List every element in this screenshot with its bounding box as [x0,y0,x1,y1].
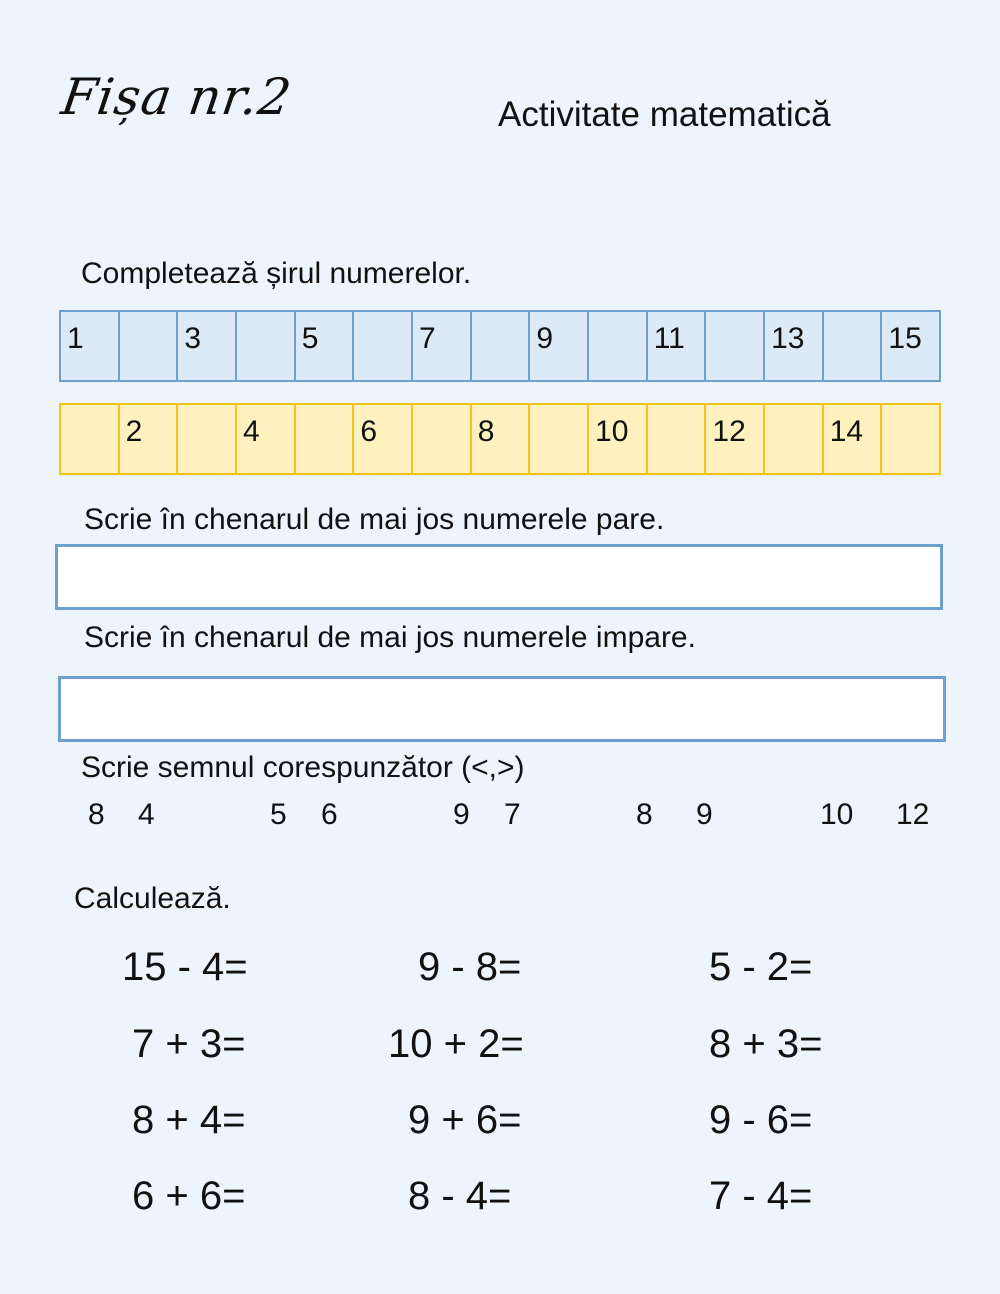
comparison-left-number: 9 [453,798,470,831]
sequence-cell[interactable] [704,310,765,382]
calculation-item: 9 - 8= [418,945,522,989]
calculation-item: 8 - 4= [408,1174,512,1218]
comparison-left-number: 8 [636,798,653,831]
calculation-item: 8 + 3= [709,1022,823,1066]
sequence-cell[interactable] [646,403,707,475]
calculation-item: 9 - 6= [709,1098,813,1142]
calculation-item: 8 + 4= [132,1098,246,1142]
sequence-cell: 8 [470,403,531,475]
comparison-right-number: 7 [504,798,521,831]
sequence-cell: 2 [118,403,179,475]
calculation-item: 7 + 3= [132,1022,246,1066]
calculation-item: 15 - 4= [122,945,248,989]
comparison-right-number: 6 [321,798,338,831]
sequence-cell: 13 [763,310,824,382]
comparison-left-number: 8 [88,798,105,831]
calculation-item: 6 + 6= [132,1174,246,1218]
sequence-cell[interactable] [880,403,941,475]
even-numbers-answer-box[interactable] [55,544,943,610]
sequence-cell[interactable] [235,310,296,382]
sequence-cell: 5 [294,310,355,382]
comparison-right-number: 9 [696,798,713,831]
sequence-cell: 14 [822,403,883,475]
sequence-cell: 12 [704,403,765,475]
sequence-cell[interactable] [470,310,531,382]
comparison-right-number: 4 [138,798,155,831]
comparison-right-number: 12 [896,798,930,831]
sequence-cell[interactable] [763,403,824,475]
calculation-item: 10 + 2= [388,1022,524,1066]
calculation-instruction: Calculează. [74,882,231,915]
even-numbers-instruction: Scrie în chenarul de mai jos numerele pare. [84,503,665,536]
sequence-cell: 15 [880,310,941,382]
sequence-cell: 6 [352,403,413,475]
sequence-cell[interactable] [822,310,883,382]
sequence-cell: 1 [59,310,120,382]
sequence-cell[interactable] [587,310,648,382]
worksheet-title: Fișa nr.2 [57,68,296,126]
sequence-cell: 3 [176,310,237,382]
calculation-item: 7 - 4= [709,1174,813,1218]
sequence-cell[interactable] [528,403,589,475]
sequence-cell[interactable] [352,310,413,382]
comparison-left-number: 10 [820,798,854,831]
sequence-instruction: Completează șirul numerelor. [81,257,472,290]
odd-numbers-answer-box[interactable] [58,676,946,742]
comparison-left-number: 5 [270,798,287,831]
sequence-cell[interactable] [176,403,237,475]
worksheet-subtitle: Activitate matematică [498,95,831,134]
sequence-cell: 4 [235,403,296,475]
sequence-cell: 7 [411,310,472,382]
sequence-cell[interactable] [59,403,120,475]
sequence-cell[interactable] [294,403,355,475]
sequence-row-yellow [59,403,941,475]
sequence-cell[interactable] [118,310,179,382]
calculation-item: 5 - 2= [709,945,813,989]
sequence-cell[interactable] [411,403,472,475]
sequence-cell: 9 [528,310,589,382]
calculation-item: 9 + 6= [408,1098,522,1142]
sequence-cell: 11 [646,310,707,382]
odd-numbers-instruction: Scrie în chenarul de mai jos numerele impare. [84,621,696,654]
sequence-row-blue [59,310,941,382]
comparison-instruction: Scrie semnul corespunzător (<,>) [81,751,525,784]
sequence-cell: 10 [587,403,648,475]
